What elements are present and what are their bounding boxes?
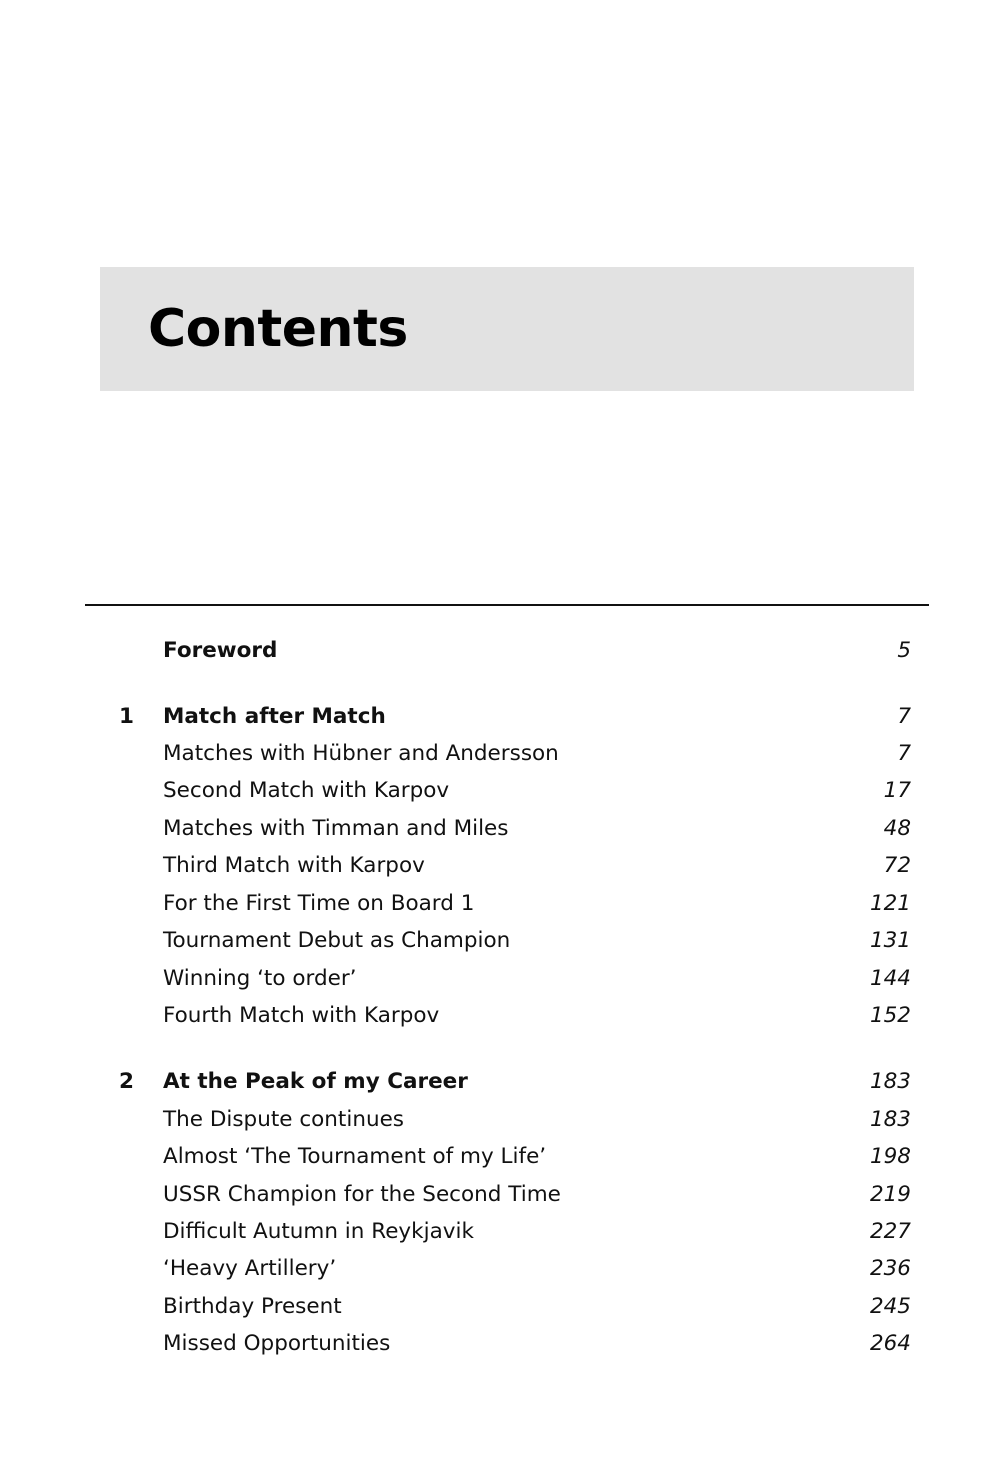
toc-title: Missed Opportunities xyxy=(163,1331,391,1356)
toc-page-number: 17 xyxy=(883,778,911,803)
toc-page-number: 264 xyxy=(869,1331,911,1356)
toc-entry xyxy=(0,1213,1000,1250)
toc-page-number: 236 xyxy=(869,1256,911,1281)
toc-page-number: 5 xyxy=(897,638,911,663)
toc-title: Tournament Debut as Champion xyxy=(163,928,511,953)
toc-entry xyxy=(0,885,1000,922)
toc-page-number: 245 xyxy=(869,1294,911,1319)
toc-entry xyxy=(0,1288,1000,1325)
toc-title: At the Peak of my Career xyxy=(163,1069,468,1094)
toc-entry xyxy=(0,810,1000,847)
toc-title: ‘Heavy Artillery’ xyxy=(163,1256,337,1281)
toc-page-number: 72 xyxy=(883,853,911,878)
toc-chapter-heading xyxy=(0,1063,1000,1100)
page-title: Contents xyxy=(148,299,408,359)
toc-title: Foreword xyxy=(163,638,278,663)
toc-page-number: 121 xyxy=(869,891,911,916)
toc-title: Winning ‘to order’ xyxy=(163,966,357,991)
toc-chapter-number: 2 xyxy=(119,1069,134,1094)
toc-chapter-heading xyxy=(0,632,1000,669)
toc-title: Birthday Present xyxy=(163,1294,342,1319)
toc-page-number: 131 xyxy=(869,928,911,953)
toc-page-number: 7 xyxy=(897,741,911,766)
toc-entry xyxy=(0,1325,1000,1362)
toc-page-number: 48 xyxy=(883,816,911,841)
toc-page-number: 198 xyxy=(869,1144,911,1169)
toc-page-number: 183 xyxy=(869,1107,911,1132)
toc-title: Match after Match xyxy=(163,704,386,729)
toc-title: USSR Champion for the Second Time xyxy=(163,1182,561,1207)
toc-title: Second Match with Karpov xyxy=(163,778,450,803)
toc-title: Almost ‘The Tournament of my Life’ xyxy=(163,1144,547,1169)
toc-entry xyxy=(0,847,1000,884)
toc-title: Difficult Autumn in Reykjavik xyxy=(163,1219,474,1244)
toc-entry xyxy=(0,960,1000,997)
toc-page-number: 152 xyxy=(869,1003,911,1028)
toc-page-number: 227 xyxy=(869,1219,911,1244)
toc-entry xyxy=(0,1176,1000,1213)
toc-entry xyxy=(0,1101,1000,1138)
toc-title: The Dispute continues xyxy=(163,1107,405,1132)
toc-title: Fourth Match with Karpov xyxy=(163,1003,440,1028)
toc-title: For the First Time on Board 1 xyxy=(163,891,475,916)
toc-page-number: 7 xyxy=(897,704,911,729)
toc-entry xyxy=(0,997,1000,1034)
toc-entry xyxy=(0,1138,1000,1175)
toc-entry xyxy=(0,1250,1000,1287)
toc-page-number: 219 xyxy=(869,1182,911,1207)
toc-page-number: 183 xyxy=(869,1069,911,1094)
toc-chapter-heading xyxy=(0,698,1000,735)
toc-title: Matches with Timman and Miles xyxy=(163,816,509,841)
toc-entry xyxy=(0,735,1000,772)
toc-title: Third Match with Karpov xyxy=(163,853,425,878)
toc-entry xyxy=(0,922,1000,959)
toc-page-number: 144 xyxy=(869,966,911,991)
toc-chapter-number: 1 xyxy=(119,704,134,729)
toc-entry xyxy=(0,772,1000,809)
toc-title: Matches with Hübner and Andersson xyxy=(163,741,559,766)
